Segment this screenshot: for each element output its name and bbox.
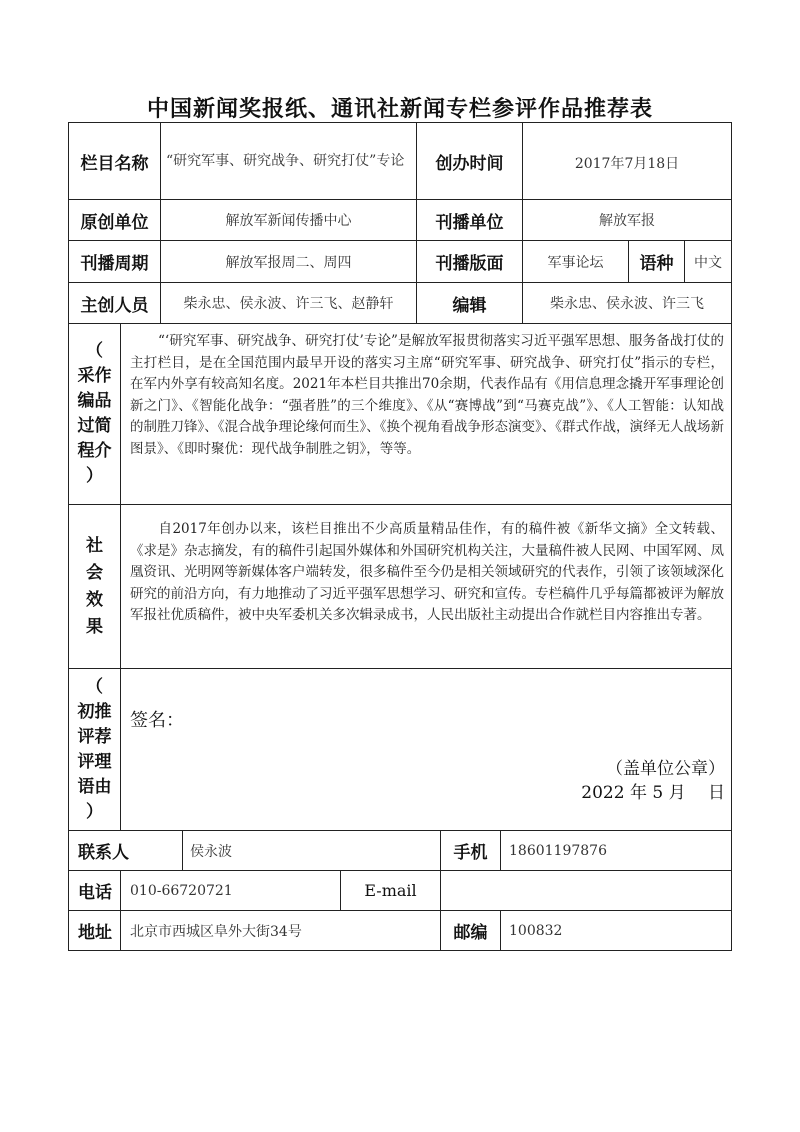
intro-label-part: 采作 [77, 366, 112, 386]
seal-text: （盖单位公章） [606, 759, 725, 779]
founded-label: 创办时间 [435, 153, 504, 174]
publish-unit-value: 解放军报 [599, 213, 655, 229]
intro-label [69, 324, 120, 504]
effect-label-part: 果 [86, 616, 103, 637]
address-label: 地址 [78, 923, 112, 943]
effect-label-part: 会 [86, 562, 103, 583]
reason-label [69, 669, 120, 830]
intro-text-block [130, 331, 724, 460]
effect-label [69, 505, 120, 668]
mobile-label: 手机 [453, 843, 488, 863]
reason-label-part: 语由 [77, 776, 112, 797]
creators-value: 柴永忠、侯永波、许三飞、赵静轩 [183, 296, 394, 312]
creators-label: 主创人员 [80, 295, 149, 316]
intro-label-part: 过简 [77, 416, 112, 436]
language-label: 语种 [639, 254, 674, 274]
language-value: 中文 [694, 254, 722, 271]
intro-label-part: 程介 [77, 441, 112, 461]
intro-label-part: ） [86, 466, 103, 486]
email-label: E-mail [364, 881, 417, 900]
column-name-value: “研究军事、研究战争、研究打仗”专论 [166, 152, 405, 169]
reason-label-part: 初推 [77, 701, 112, 722]
origin-unit-value: 解放军新闻传播中心 [225, 213, 352, 229]
column-name-label: 栏目名称 [80, 153, 149, 174]
postcode-value: 100832 [509, 922, 563, 939]
effect-text: 自2017年创办以来，该栏目推出不少高质量精品佳作，有的稿件被《新华文摘》全文转载、《求是》杂志摘发，有的稿件引起国外媒体和外国研究机构关注，大量稿件被人民网、中国军网、凤凰资讯、光明网等新媒体客户端转发，很多稿件至今仍是相关领域研究的代表作，引领了该领域深化研究的前沿方向，有力地推动了习近平强军思想学习、研究和宣传。专栏稿件几乎每篇都被评为解放军报社优质稿件，被中央军委机关多次辑录成书，人民出版社主动提出合作就栏目内容推出专著。 [130, 521, 724, 623]
publish-unit-label: 刊播单位 [435, 212, 504, 233]
page-title: 中国新闻奖报纸、通讯社新闻专栏参评作品推荐表 [146, 96, 653, 122]
effect-label-part: 效 [86, 589, 103, 610]
reason-label-part: （ [86, 676, 103, 697]
email-value [450, 871, 730, 910]
intro-text: “‘研究军事、研究战争、研究打仗’专论”是解放军报贯彻落实习近平强军思想、服务备战打仗的主打栏目，是在全国范围内最早开设的落实习主席“研究军事、研究战争、研究打仗”指示的专栏，在军内外享有较高知名度。2021年本栏目共推出70余期，代表作品有《用信息理念撬开军事理论创新之门》、《智能化战争：“强者胜”的三个维度》、《从“赛博战”到“马赛克战”》、《人工智能：认知战的制胜刀锋》、《混合战争理论缘何而生》、《换个视角看战争形态演变》、《群式作战，演绎无人战场新图景》、《即时聚优：现代战争制胜之钥》，等等。 [130, 333, 724, 457]
founded-value: 2017年7月18日 [574, 156, 680, 172]
origin-unit-label: 原创单位 [80, 212, 149, 233]
editors-value: 柴永忠、侯永波、许三飞 [550, 296, 704, 312]
intro-label-part: （ [86, 341, 103, 361]
editors-label: 编辑 [452, 295, 487, 316]
reason-date: 2022 年 5 月 日 [581, 783, 725, 803]
phone-label: 电话 [78, 883, 112, 903]
publish-cycle-value: 解放军报周二、周四 [225, 254, 352, 271]
phone-value: 010-66720721 [130, 882, 233, 899]
address-value: 北京市西城区阜外大街34号 [130, 923, 302, 940]
effect-text-block [130, 519, 724, 627]
effect-label-part: 社 [86, 535, 103, 556]
reason-label-part: ） [86, 801, 103, 822]
publish-page-value: 军事论坛 [547, 254, 604, 271]
reason-label-part: 评理 [77, 751, 112, 772]
postcode-label: 邮编 [453, 923, 488, 943]
publish-page-label: 刊播版面 [435, 254, 504, 274]
mobile-value: 18601197876 [509, 842, 607, 859]
sign-label: 签名： [130, 710, 184, 731]
contact-label: 联系人 [78, 843, 129, 863]
reason-label-part: 评荐 [77, 726, 112, 747]
publish-cycle-label: 刊播周期 [80, 254, 149, 274]
intro-label-part: 编品 [77, 391, 112, 411]
contact-value: 侯永波 [190, 843, 232, 860]
